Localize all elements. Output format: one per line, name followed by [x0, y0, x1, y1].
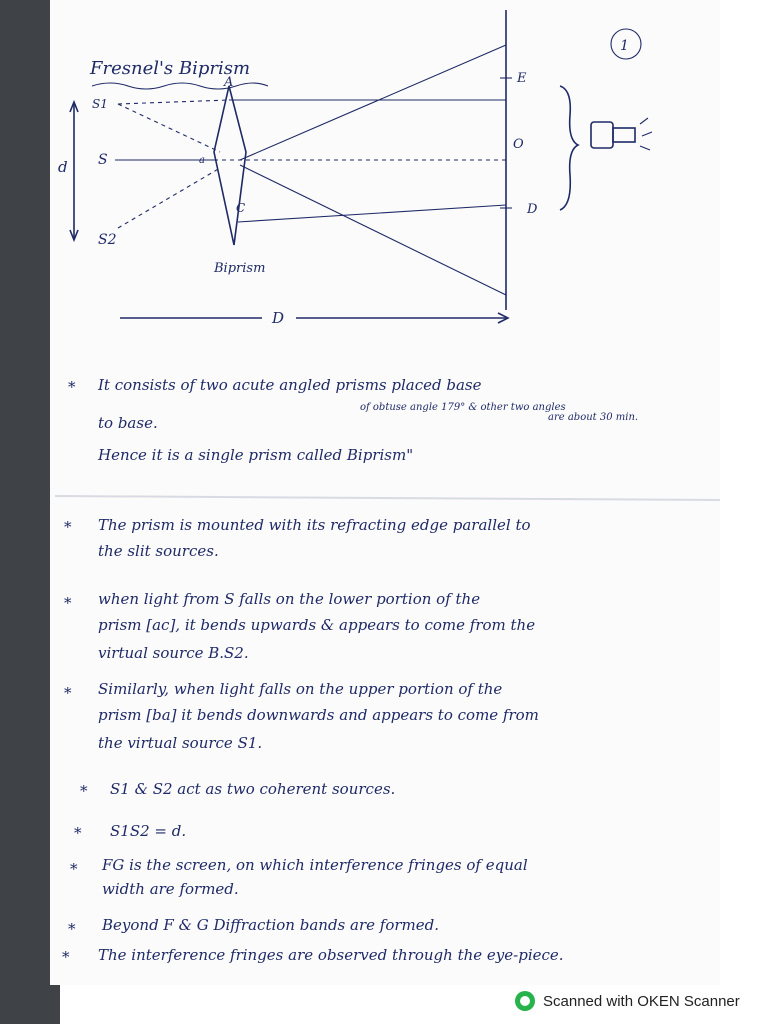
note-line: S1 & S2 act as two coherent sources. [110, 780, 396, 798]
label-screen-d: D [527, 202, 538, 217]
bullet-marker: * [74, 824, 82, 842]
note-line: virtual source B.S2. [98, 644, 249, 662]
label-c: C [236, 201, 246, 215]
label-s1: S1 [92, 97, 108, 111]
note-line: width are formed. [102, 880, 239, 898]
note-line: Beyond F & G Diffraction bands are formed. [102, 916, 439, 934]
scanner-watermark [515, 990, 765, 1012]
label-a: A [224, 75, 234, 90]
bullet-marker: * [62, 948, 70, 966]
label-e: E [517, 71, 527, 86]
label-s: S [98, 152, 108, 168]
bullet-marker: * [80, 782, 88, 800]
note-annotation-line: are about 30 min. [548, 412, 639, 423]
label-biprism: Biprism [214, 261, 266, 276]
note-5 [80, 780, 395, 800]
label-small-a: a [199, 155, 205, 166]
label-o: O [513, 137, 524, 152]
bullet-marker: * [68, 378, 76, 396]
label-distance-d: D [272, 309, 285, 327]
note-9 [62, 946, 564, 966]
scanner-watermark-text: Scanned with OKEN Scanner [543, 992, 740, 1010]
note-line: the slit sources. [98, 542, 219, 560]
note-line: FG is the screen, on which interference fringes of equal [102, 856, 528, 874]
label-d-separation: d [58, 158, 68, 176]
note-line: It consists of two acute angled prisms placed base [98, 376, 482, 394]
scanner-logo-icon [515, 991, 535, 1011]
note-line: when light from S falls on the lower portion of the [98, 590, 481, 608]
page-number: 1 [620, 38, 629, 54]
note-line: The interference fringes are observed through the eye-piece. [98, 946, 564, 964]
bullet-marker: * [68, 920, 76, 938]
page-title: Fresnel's Biprism [90, 58, 251, 79]
label-s2: S2 [98, 232, 117, 248]
bullet-marker: * [64, 594, 72, 612]
note-line: prism [ba] it bends downwards and appears to come from [98, 706, 539, 724]
note-line: the virtual source S1. [98, 734, 263, 752]
note-line: The prism is mounted with its refracting edge parallel to [98, 516, 531, 534]
bullet-marker: * [64, 518, 72, 536]
note-line: prism [ac], it bends upwards & appears to come from the [98, 616, 536, 634]
note-line: to base. [98, 414, 158, 432]
note-line: Hence it is a single prism called Biprism" [98, 446, 414, 464]
note-line: Similarly, when light falls on the upper portion of the [98, 680, 503, 698]
note-annotation-line: of obtuse angle 179° & other two angles [360, 402, 566, 413]
bullet-marker: * [64, 684, 72, 702]
bullet-marker: * [70, 860, 78, 878]
note-line: S1S2 = d. [110, 822, 187, 840]
